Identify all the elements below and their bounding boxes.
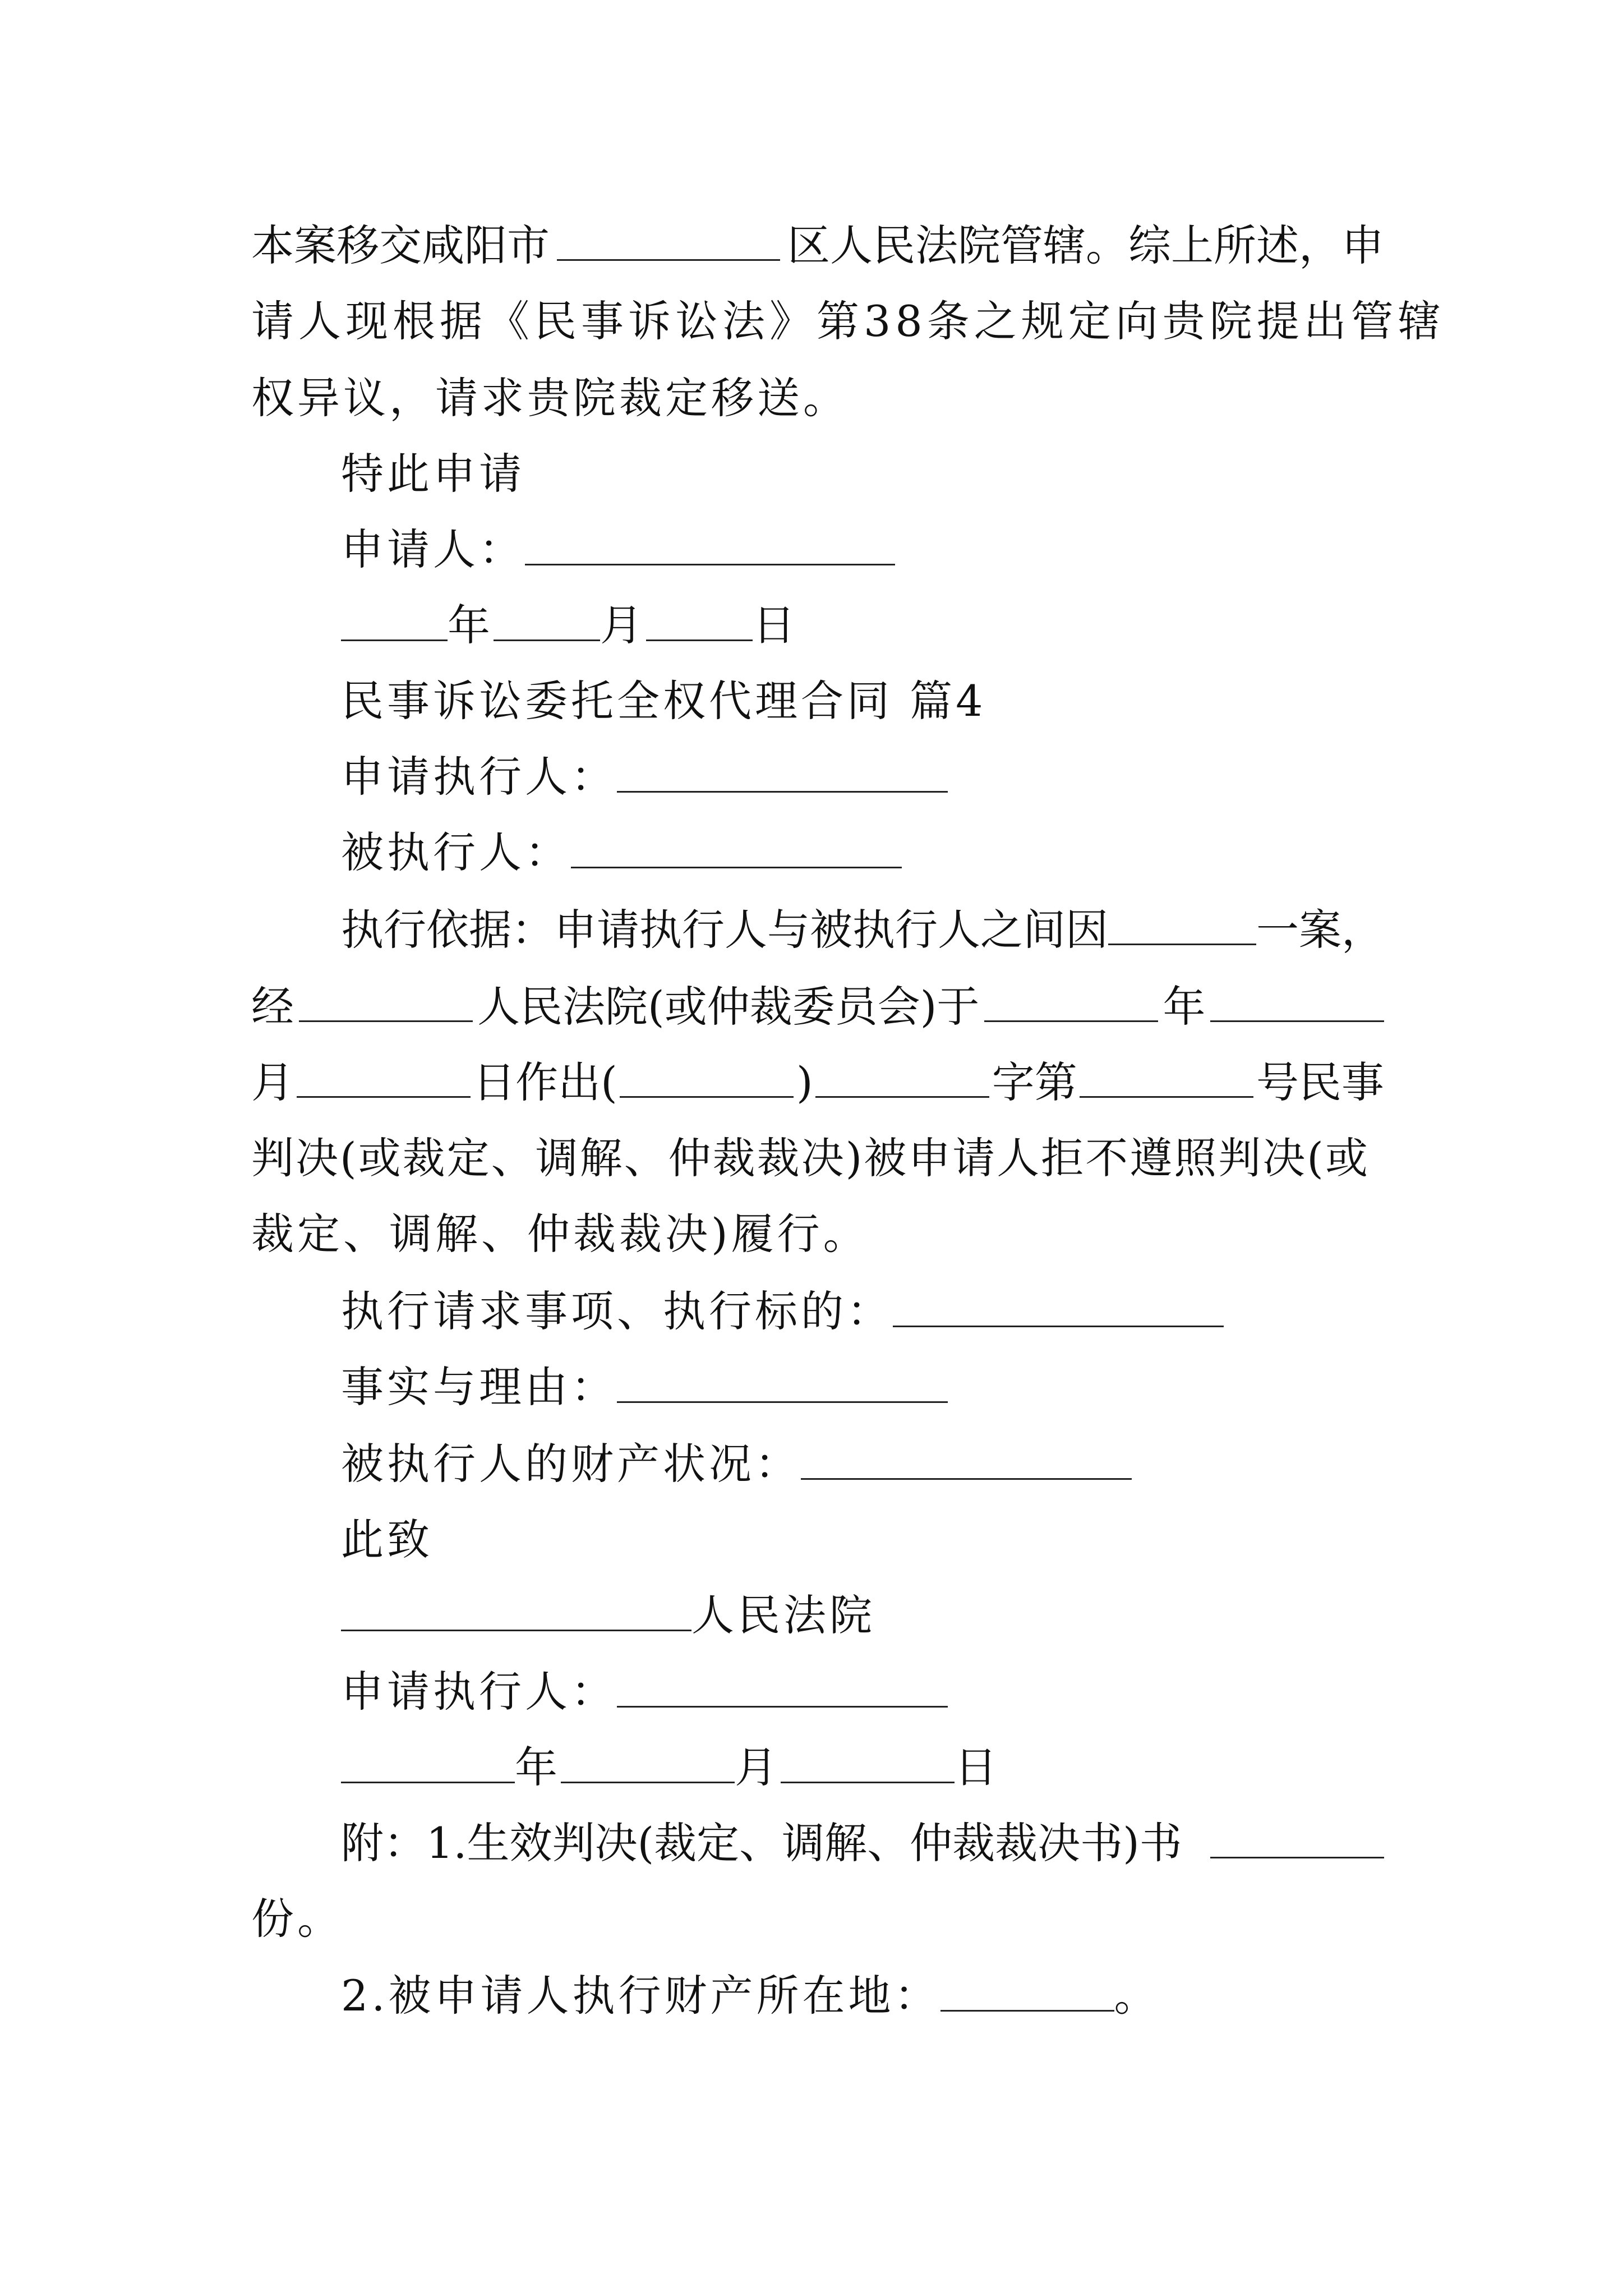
text: )	[796, 1057, 813, 1107]
text: 2.被申请人执行财产所在地：	[341, 1971, 940, 2021]
basis-line	[341, 902, 1384, 958]
apply-executor-row	[341, 749, 1384, 805]
blank-field[interactable]	[1210, 980, 1384, 1022]
month-label: 月	[600, 600, 646, 650]
text: 执行依据：申请执行人与被执行人之间因	[341, 905, 1108, 955]
applicant-row	[341, 522, 1384, 578]
blank-field[interactable]	[620, 1056, 794, 1098]
text: 。	[1114, 1971, 1160, 2021]
attachment-item	[341, 1968, 1384, 2024]
court-label: 人民法院	[691, 1590, 875, 1640]
closing-text: 特此申请	[341, 449, 525, 499]
date-row	[341, 597, 1384, 654]
field-label: 申请执行人：	[341, 752, 617, 802]
blank-field[interactable]	[940, 1970, 1114, 2012]
day-label: 日	[955, 1742, 1000, 1792]
year-blank[interactable]	[341, 599, 448, 641]
text: 经	[251, 982, 294, 1032]
property-row	[341, 1436, 1384, 1492]
basis-line	[251, 1055, 1384, 1111]
month-blank[interactable]	[494, 599, 600, 641]
field-label: 被执行人的财产状况：	[341, 1439, 801, 1489]
field-blank[interactable]	[617, 1665, 948, 1708]
blank-field[interactable]	[299, 980, 473, 1022]
blank-field[interactable]	[297, 1056, 471, 1098]
basis-line	[251, 979, 1384, 1035]
blank-field[interactable]	[557, 219, 780, 261]
field-blank[interactable]	[571, 826, 902, 868]
text: 人民法院(或仲裁委员会)于	[477, 982, 980, 1032]
text: 区人民法院管辖。综上所述，申	[787, 220, 1384, 270]
paragraph-line: 权异议，请求贵院裁定移送。	[251, 373, 849, 423]
text: 本案移交咸阳市	[251, 220, 550, 270]
text: 附：1.生效判决(裁定、调解、仲裁裁决书)书	[341, 1818, 1182, 1868]
executee-row	[341, 825, 1384, 881]
field-blank[interactable]	[617, 751, 948, 793]
month-blank[interactable]	[561, 1741, 735, 1783]
day-blank[interactable]	[646, 599, 753, 641]
attachment-line	[341, 1815, 1384, 1871]
field-label: 申请执行人：	[341, 1667, 617, 1717]
text: 年	[1163, 982, 1206, 1032]
text: 月	[251, 1057, 294, 1107]
applicant-blank[interactable]	[525, 523, 895, 565]
blank-field[interactable]	[815, 1056, 989, 1098]
paragraph-line	[251, 218, 1384, 274]
text: 日作出(	[473, 1057, 617, 1107]
text: 一案，	[1256, 905, 1384, 955]
blank-field[interactable]	[1210, 1816, 1384, 1858]
section-title: 民事诉讼委托全权代理合同 篇4	[341, 676, 986, 726]
blank-field[interactable]	[984, 980, 1158, 1022]
field-label: 执行请求事项、执行标的：	[341, 1286, 893, 1336]
court-blank[interactable]	[341, 1589, 691, 1631]
field-label: 事实与理由：	[341, 1362, 617, 1412]
basis-line: 判决(或裁定、调解、仲裁裁决)被申请人拒不遵照判决(或	[251, 1133, 1370, 1183]
day-label: 日	[753, 600, 799, 650]
field-blank[interactable]	[617, 1361, 948, 1403]
paragraph-line: 请人现根据《民事诉讼法》第38条之规定向贵院提出管辖	[251, 296, 1445, 346]
attachment-line: 份。	[251, 1894, 343, 1944]
field-label: 被执行人：	[341, 827, 571, 877]
apply-executor-row	[341, 1664, 1384, 1720]
blank-field[interactable]	[1080, 1056, 1253, 1098]
year-label: 年	[448, 600, 494, 650]
text: 字第	[992, 1057, 1077, 1107]
field-blank[interactable]	[801, 1438, 1132, 1480]
applicant-label: 申请人：	[341, 524, 525, 574]
request-row	[341, 1283, 1384, 1340]
field-blank[interactable]	[893, 1285, 1224, 1327]
court-row	[341, 1588, 1384, 1644]
text: 号民事	[1256, 1057, 1384, 1107]
basis-line: 裁定、调解、仲裁裁决)履行。	[251, 1209, 869, 1259]
year-label: 年	[515, 1742, 561, 1792]
day-blank[interactable]	[781, 1741, 955, 1783]
date-row	[341, 1740, 1384, 1796]
month-label: 月	[735, 1742, 781, 1792]
blank-field[interactable]	[1108, 903, 1256, 945]
facts-row	[341, 1359, 1384, 1415]
salutation: 此致	[341, 1515, 433, 1565]
year-blank[interactable]	[341, 1741, 515, 1783]
